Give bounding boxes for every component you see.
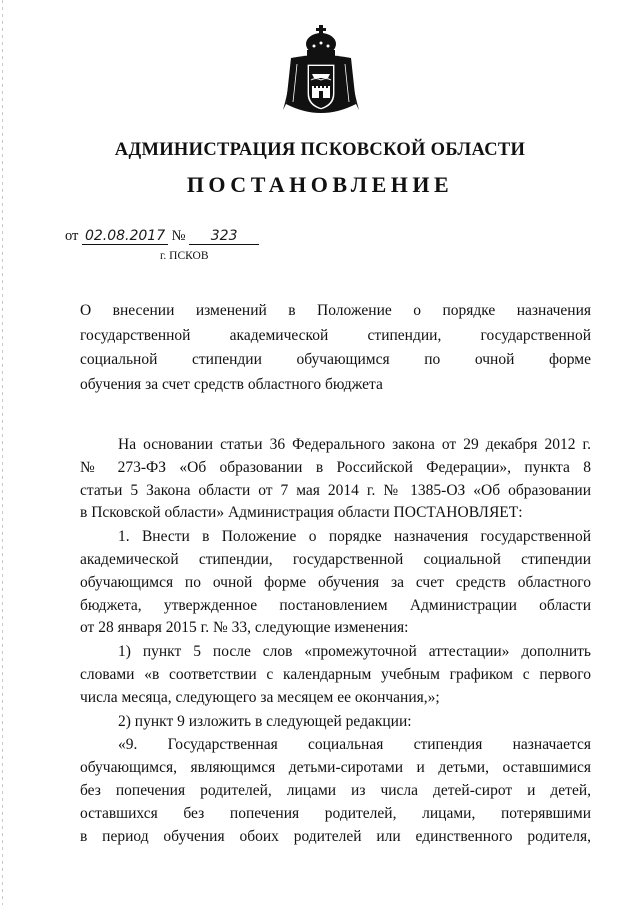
body-line: 1. Внести в Положение о порядке назначения государственной (118, 528, 591, 546)
subject-line: обучения за счет средств областного бюджета (80, 376, 383, 394)
handwritten-date: 02.08.2017 (82, 229, 168, 245)
body-line: 2) пункт 9 изложить в следующей редакции: (118, 712, 412, 730)
subject-line: О внесении изменений в Положение о порядке назначения (80, 302, 591, 319)
clause-1-paragraph (80, 526, 591, 640)
coat-of-arms-icon (281, 22, 361, 127)
preamble-paragraph (80, 434, 591, 525)
subject-line: государственной академической стипендии, государственной (80, 326, 591, 344)
body-line: статьи 5 Закона области от 7 мая 2014 г. № 1385-ОЗ «Об образовании (80, 481, 591, 499)
subclause-1-paragraph (80, 641, 591, 709)
number-sign: № (171, 228, 186, 244)
document-subject (80, 299, 591, 398)
body-line: обучающимся по очной форме обучения за счет средств областного (80, 573, 591, 591)
date-number-line (65, 228, 259, 245)
body-line: от 28 января 2015 г. № 33, следующие изменения: (80, 619, 409, 637)
subclause-2-paragraph (80, 711, 591, 734)
body-line: в Псковской области» Администрация области ПОСТАНОВЛЯЕТ: (80, 504, 523, 522)
body-line: «9. Государственная социальная стипендия назначается (118, 736, 591, 754)
subject-line: социальной стипендии обучающимся по очной форме (80, 351, 591, 369)
date-prefix: от (65, 228, 79, 244)
body-line: академической стипендии, государственной социальной стипендии (80, 550, 591, 568)
handwritten-number: 323 (189, 229, 259, 245)
body-line: обучающимся, являющимся детьми-сиротами и детьми, оставшимися (80, 759, 591, 777)
body-line: оставшихся без попечения родителей, лицами, потерявшими (80, 804, 591, 822)
body-line: № 273-ФЗ «Об образовании в Российской Федерации», пункта 8 (80, 458, 591, 476)
body-line: бюджета, утвержденное постановлением Администрации области (80, 596, 591, 614)
city-label: г. ПСКОВ (160, 250, 209, 262)
body-line: числа месяца, следующего за месяцем ее окончания,»; (80, 688, 440, 706)
scan-edge (2, 0, 3, 905)
body-line: в период обучения обоих родителей или единственного родителя, (80, 827, 591, 845)
body-line: 1) пункт 5 после слов «промежуточной аттестации» дополнить (118, 643, 591, 661)
agency-title: АДМИНИСТРАЦИЯ ПСКОВСКОЙ ОБЛАСТИ (114, 140, 526, 160)
document-body (80, 434, 591, 849)
body-line: На основании статьи 36 Федерального закона от 29 декабря 2012 г. (118, 436, 591, 453)
body-line: без попечения родителей, лицами из числа детей-сирот и детей, (80, 781, 591, 799)
document-type: ПОСТАНОВЛЕНИЕ (186, 172, 454, 197)
body-line: словами «в соответствии с календарным учебным графиком с первого (80, 665, 591, 683)
clause-9-paragraph (80, 734, 591, 848)
